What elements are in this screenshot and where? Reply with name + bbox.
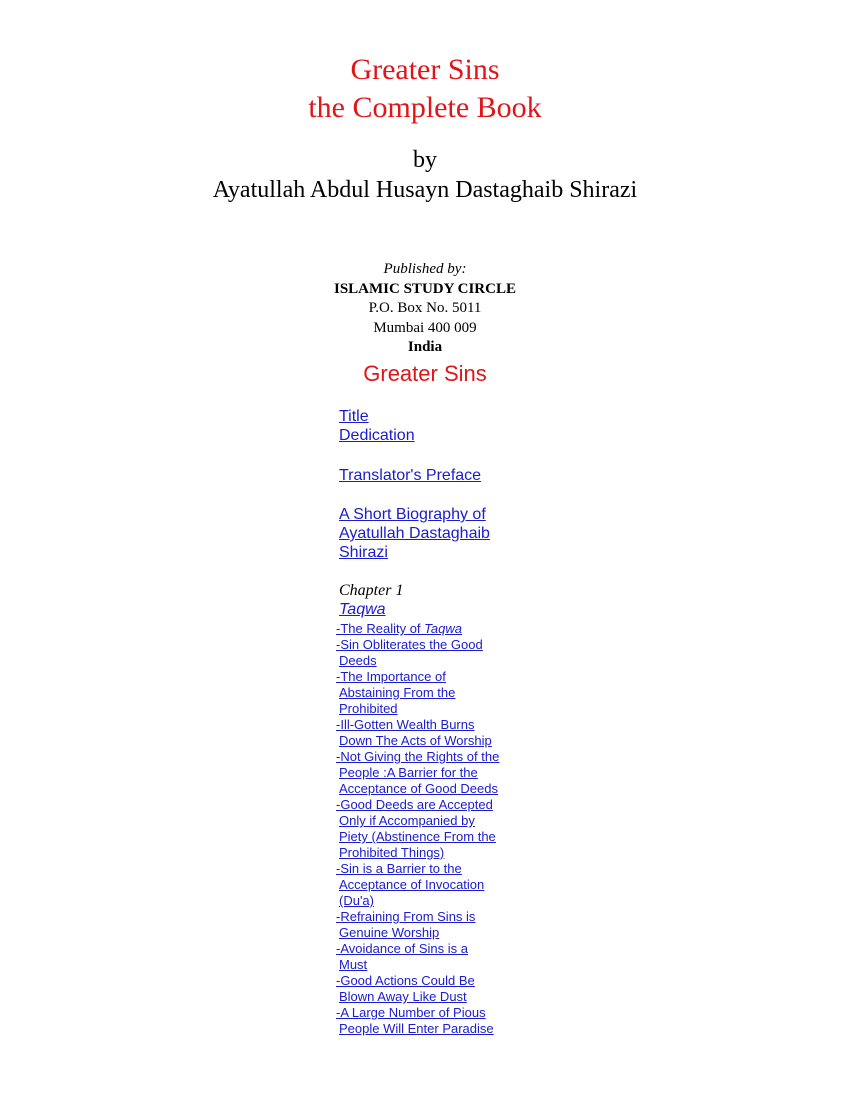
toc-bio-line[interactable]: Shirazi <box>339 544 388 561</box>
chapter-label: Chapter 1 <box>339 582 404 599</box>
toc-subsection-line: Deeds <box>339 653 377 668</box>
book-title-line2: the Complete Book <box>308 91 542 124</box>
toc-subsection-link[interactable] <box>336 973 536 1005</box>
publisher-box: P.O. Box No. 5011 <box>368 300 482 316</box>
toc-link-preface[interactable]: Translator's Preface <box>339 467 482 484</box>
toc-subsection-line: Acceptance of Good Deeds <box>339 781 498 796</box>
toc-bio-line[interactable]: Ayatullah Dastaghaib <box>339 525 490 542</box>
toc-subsection-line: -Sin is a Barrier to the <box>336 861 462 876</box>
toc-subsection-line: -Ill-Gotten Wealth Burns <box>336 717 475 732</box>
toc-subsection-line: Genuine Worship <box>339 925 440 940</box>
author-block <box>0 145 850 205</box>
author-name: Ayatullah Abdul Husayn Dastaghaib Shirazi <box>212 177 638 203</box>
toc-subsection-line: (Du'a) <box>339 893 374 908</box>
toc-subsection-line: Prohibited <box>339 701 398 716</box>
by-label: by <box>413 147 437 173</box>
toc-subsection-line: -Avoidance of Sins is a <box>336 941 468 956</box>
toc-subsection-link[interactable] <box>336 749 536 797</box>
toc-subsection-link[interactable] <box>336 909 536 941</box>
toc-subsection-line: Down The Acts of Worship <box>339 733 492 748</box>
toc-link-chapter-title[interactable]: Taqwa <box>339 601 386 618</box>
toc-subsection-line: Prohibited Things) <box>339 845 445 860</box>
taqwa-emphasis: Taqwa <box>424 621 462 636</box>
toc-subsection-line: People Will Enter Paradise <box>339 1021 494 1036</box>
chapter-subsection-list <box>336 621 536 1037</box>
toc-subsection-line: Must <box>339 957 368 972</box>
toc-subsection-line: -The Importance of <box>336 669 446 684</box>
toc-subsection-line: -Good Deeds are Accepted <box>336 797 493 812</box>
published-by-label: Published by: <box>383 261 467 277</box>
publisher-country: India <box>407 339 443 355</box>
toc-subsection-line: Blown Away Like Dust <box>339 989 467 1004</box>
toc-subsection-link[interactable] <box>336 941 536 973</box>
toc-subsection-link[interactable] <box>336 717 536 749</box>
toc-subsection-line: -Good Actions Could Be <box>336 973 475 988</box>
book-title <box>0 51 850 127</box>
toc-subsection-link[interactable] <box>336 797 536 861</box>
section-title: Greater Sins <box>363 361 487 386</box>
toc-subsection-line: Abstaining From the <box>339 685 456 700</box>
toc-subsection-link[interactable] <box>336 1005 536 1037</box>
toc-preface-block <box>339 466 481 485</box>
toc-subsection-line: Acceptance of Invocation <box>339 877 485 892</box>
toc-subsection-link[interactable] <box>336 637 536 669</box>
toc-subsection-link[interactable] <box>336 669 536 717</box>
toc-link-dedication[interactable]: Dedication <box>339 427 415 444</box>
toc-link-title[interactable]: Title <box>339 408 369 425</box>
publisher-block <box>0 260 850 358</box>
toc-biography-link[interactable] <box>339 505 490 562</box>
publisher-name: ISLAMIC STUDY CIRCLE <box>334 280 516 297</box>
toc-subsection-link[interactable] <box>336 861 536 909</box>
toc-subsection-line: -Sin Obliterates the Good <box>336 637 483 652</box>
toc-subsection-line: -The Reality of Taqwa <box>336 621 462 636</box>
toc-subsection-line: Piety (Abstinence From the <box>339 829 496 844</box>
toc-subsection-line: Only if Accompanied by <box>339 813 475 828</box>
toc-bio-line[interactable]: A Short Biography of <box>339 506 486 523</box>
book-title-line1: Greater Sins <box>350 53 500 86</box>
publisher-city: Mumbai 400 009 <box>373 319 477 336</box>
toc-subsection-line: -Refraining From Sins is <box>336 909 476 924</box>
toc-subsection-line: -Not Giving the Rights of the <box>336 749 500 764</box>
toc-subsection-line: -A Large Number of Pious <box>336 1005 486 1020</box>
toc-title-link-block <box>339 407 415 445</box>
toc-subsection-line: People :A Barrier for the <box>339 765 478 780</box>
toc-subsection-link[interactable] <box>336 621 536 637</box>
chapter-title <box>339 600 386 619</box>
